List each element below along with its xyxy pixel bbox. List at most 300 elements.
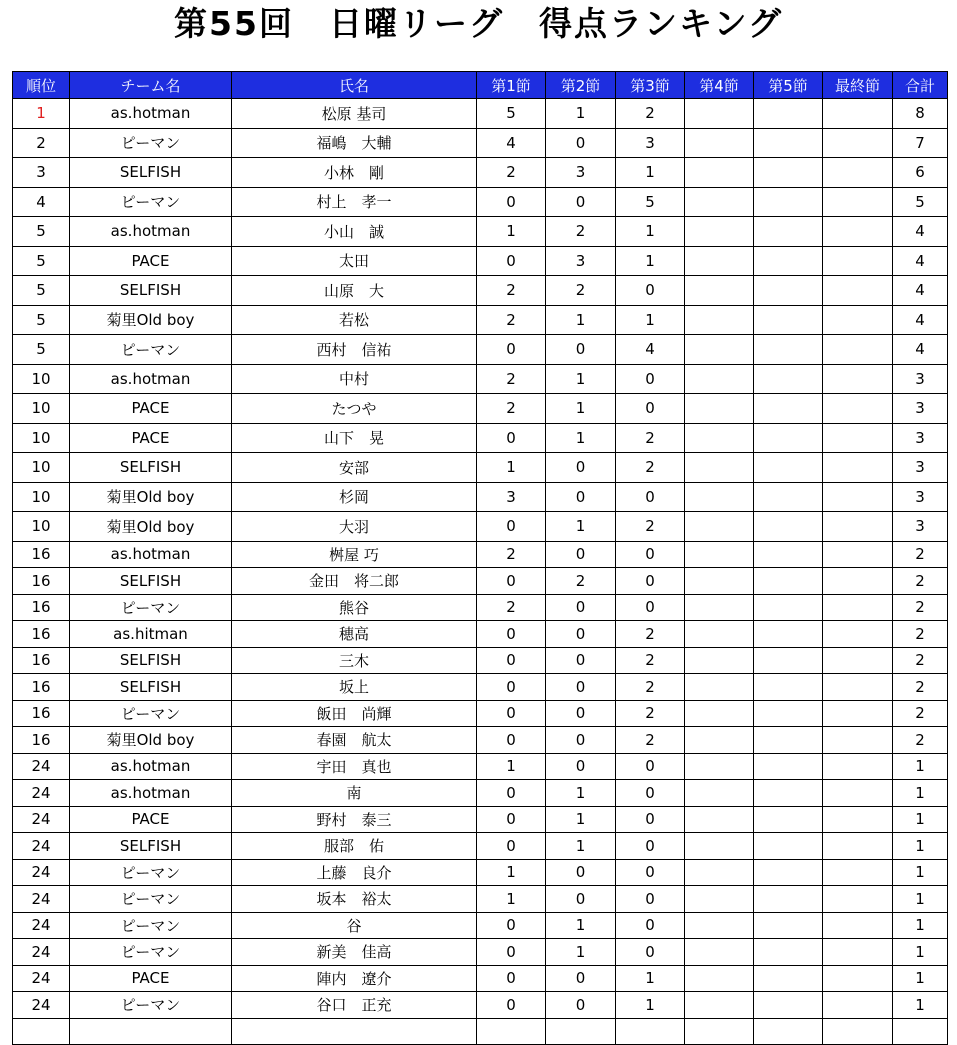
team-cell: as.hotman	[70, 364, 232, 394]
round2-cell: 1	[546, 833, 616, 860]
player-name-cell: 小山 誠	[232, 217, 477, 247]
round1-cell: 2	[477, 305, 546, 335]
round1-cell: 2	[477, 364, 546, 394]
rank-cell: 16	[13, 621, 70, 648]
team-cell: ピーマン	[70, 912, 232, 939]
round1-cell: 0	[477, 647, 546, 674]
table-row	[13, 621, 948, 648]
round3-cell: 1	[616, 305, 685, 335]
total-cell: 3	[893, 512, 948, 542]
player-name-cell: 三木	[232, 647, 477, 674]
round4-cell	[685, 364, 754, 394]
team-cell: SELFISH	[70, 647, 232, 674]
column-header-round3: 第3節	[616, 72, 685, 99]
round4-cell	[685, 992, 754, 1019]
team-cell: as.hotman	[70, 541, 232, 568]
total-cell: 4	[893, 246, 948, 276]
player-name-cell: 安部	[232, 453, 477, 483]
round4-cell	[685, 482, 754, 512]
team-cell: SELFISH	[70, 158, 232, 188]
round4-cell	[685, 621, 754, 648]
round5-cell	[754, 246, 823, 276]
total-cell: 2	[893, 621, 948, 648]
round4-cell	[685, 246, 754, 276]
round1-cell: 2	[477, 594, 546, 621]
rank-cell: 1	[13, 99, 70, 129]
team-cell: ピーマン	[70, 886, 232, 913]
round5-cell	[754, 939, 823, 966]
round2-cell: 0	[546, 753, 616, 780]
rank-cell: 2	[13, 128, 70, 158]
table-row	[13, 335, 948, 365]
round2-cell: 1	[546, 305, 616, 335]
round1-cell: 1	[477, 217, 546, 247]
round5-cell	[754, 512, 823, 542]
team-cell: PACE	[70, 806, 232, 833]
final-round-cell	[823, 780, 893, 807]
round1-cell: 1	[477, 886, 546, 913]
column-header-final-round: 最終節	[823, 72, 893, 99]
rank-cell: 4	[13, 187, 70, 217]
player-name-cell: 福嶋 大輔	[232, 128, 477, 158]
round3-cell: 0	[616, 939, 685, 966]
player-name-cell: 山下 晃	[232, 423, 477, 453]
table-row	[13, 833, 948, 860]
player-name-cell: 金田 将二郎	[232, 568, 477, 595]
final-round-cell	[823, 99, 893, 129]
round3-cell: 2	[616, 700, 685, 727]
round2-cell: 2	[546, 568, 616, 595]
round4-cell	[685, 912, 754, 939]
table-row	[13, 992, 948, 1019]
column-header-name: 氏名	[232, 72, 477, 99]
final-round-cell	[823, 394, 893, 424]
rank-cell: 5	[13, 335, 70, 365]
table-row	[13, 541, 948, 568]
round4-cell	[685, 939, 754, 966]
round2-cell: 3	[546, 158, 616, 188]
rank-cell: 24	[13, 753, 70, 780]
round5-cell	[754, 99, 823, 129]
rank-cell	[13, 1018, 70, 1045]
total-cell: 1	[893, 833, 948, 860]
player-name-cell: 大羽	[232, 512, 477, 542]
column-header-team: チーム名	[70, 72, 232, 99]
team-cell: ピーマン	[70, 992, 232, 1019]
round1-cell: 0	[477, 780, 546, 807]
round5-cell	[754, 187, 823, 217]
round3-cell: 2	[616, 674, 685, 701]
table-row	[13, 965, 948, 992]
table-row	[13, 394, 948, 424]
player-name-cell: たつや	[232, 394, 477, 424]
round3-cell: 1	[616, 158, 685, 188]
player-name-cell: 桝屋 巧	[232, 541, 477, 568]
rank-cell: 16	[13, 594, 70, 621]
total-cell: 2	[893, 727, 948, 754]
total-cell: 2	[893, 700, 948, 727]
rank-cell: 24	[13, 965, 70, 992]
round2-cell: 0	[546, 700, 616, 727]
round5-cell	[754, 217, 823, 247]
team-cell: as.hotman	[70, 217, 232, 247]
round4-cell	[685, 305, 754, 335]
final-round-cell	[823, 727, 893, 754]
final-round-cell	[823, 335, 893, 365]
team-cell: PACE	[70, 246, 232, 276]
rank-cell: 24	[13, 912, 70, 939]
round1-cell: 0	[477, 568, 546, 595]
round5-cell	[754, 992, 823, 1019]
final-round-cell	[823, 806, 893, 833]
round2-cell: 0	[546, 859, 616, 886]
player-name-cell: 新美 佳高	[232, 939, 477, 966]
rank-cell: 16	[13, 541, 70, 568]
round5-cell	[754, 859, 823, 886]
team-cell: ピーマン	[70, 187, 232, 217]
rank-cell: 5	[13, 246, 70, 276]
round5-cell	[754, 128, 823, 158]
team-cell: ピーマン	[70, 939, 232, 966]
round4-cell	[685, 541, 754, 568]
table-row	[13, 305, 948, 335]
round4-cell	[685, 594, 754, 621]
round3-cell: 0	[616, 859, 685, 886]
column-header-rank: 順位	[13, 72, 70, 99]
final-round-cell	[823, 568, 893, 595]
rank-cell: 10	[13, 394, 70, 424]
table-row	[13, 1018, 948, 1045]
round1-cell	[477, 1018, 546, 1045]
round5-cell	[754, 965, 823, 992]
round4-cell	[685, 158, 754, 188]
round3-cell: 2	[616, 621, 685, 648]
round3-cell: 2	[616, 512, 685, 542]
round4-cell	[685, 833, 754, 860]
player-name-cell: 宇田 真也	[232, 753, 477, 780]
round5-cell	[754, 568, 823, 595]
column-header-round1: 第1節	[477, 72, 546, 99]
table-row	[13, 453, 948, 483]
round1-cell: 0	[477, 621, 546, 648]
total-cell: 7	[893, 128, 948, 158]
table-row	[13, 886, 948, 913]
table-row	[13, 594, 948, 621]
rank-cell: 24	[13, 859, 70, 886]
round2-cell: 1	[546, 394, 616, 424]
table-row	[13, 806, 948, 833]
player-name-cell: 谷口 正充	[232, 992, 477, 1019]
rank-cell: 24	[13, 939, 70, 966]
table-row	[13, 364, 948, 394]
team-cell: SELFISH	[70, 674, 232, 701]
round3-cell: 0	[616, 806, 685, 833]
round3-cell: 0	[616, 364, 685, 394]
rank-cell: 3	[13, 158, 70, 188]
round3-cell: 1	[616, 965, 685, 992]
round5-cell	[754, 886, 823, 913]
team-cell: as.hotman	[70, 753, 232, 780]
final-round-cell	[823, 912, 893, 939]
round3-cell: 0	[616, 541, 685, 568]
round3-cell: 0	[616, 568, 685, 595]
total-cell: 6	[893, 158, 948, 188]
round4-cell	[685, 965, 754, 992]
total-cell: 1	[893, 859, 948, 886]
team-cell: ピーマン	[70, 335, 232, 365]
table-row	[13, 912, 948, 939]
round3-cell: 0	[616, 912, 685, 939]
table-row	[13, 939, 948, 966]
table-row	[13, 700, 948, 727]
table-row	[13, 482, 948, 512]
player-name-cell: 陣内 遼介	[232, 965, 477, 992]
round2-cell: 0	[546, 453, 616, 483]
round4-cell	[685, 1018, 754, 1045]
final-round-cell	[823, 992, 893, 1019]
round1-cell: 0	[477, 992, 546, 1019]
player-name-cell: 小林 剛	[232, 158, 477, 188]
round2-cell: 1	[546, 99, 616, 129]
final-round-cell	[823, 128, 893, 158]
table-row	[13, 568, 948, 595]
final-round-cell	[823, 187, 893, 217]
rank-cell: 10	[13, 512, 70, 542]
team-cell: ピーマン	[70, 700, 232, 727]
player-name-cell: 飯田 尚輝	[232, 700, 477, 727]
round4-cell	[685, 753, 754, 780]
column-header-round4: 第4節	[685, 72, 754, 99]
round1-cell: 0	[477, 806, 546, 833]
player-name-cell: 春園 航太	[232, 727, 477, 754]
round4-cell	[685, 99, 754, 129]
round1-cell: 0	[477, 423, 546, 453]
round1-cell: 1	[477, 453, 546, 483]
total-cell: 1	[893, 965, 948, 992]
round5-cell	[754, 541, 823, 568]
table-row	[13, 423, 948, 453]
final-round-cell	[823, 541, 893, 568]
player-name-cell: 杉岡	[232, 482, 477, 512]
total-cell: 2	[893, 674, 948, 701]
team-cell: SELFISH	[70, 453, 232, 483]
round4-cell	[685, 727, 754, 754]
rank-cell: 16	[13, 700, 70, 727]
round3-cell: 0	[616, 753, 685, 780]
round2-cell: 0	[546, 621, 616, 648]
round4-cell	[685, 217, 754, 247]
team-cell: 菊里Old boy	[70, 727, 232, 754]
round1-cell: 3	[477, 482, 546, 512]
total-cell	[893, 1018, 948, 1045]
round5-cell	[754, 647, 823, 674]
rank-cell: 16	[13, 727, 70, 754]
round5-cell	[754, 158, 823, 188]
round1-cell: 0	[477, 335, 546, 365]
round3-cell: 3	[616, 128, 685, 158]
column-header-round5: 第5節	[754, 72, 823, 99]
team-cell: PACE	[70, 423, 232, 453]
final-round-cell	[823, 276, 893, 306]
final-round-cell	[823, 965, 893, 992]
player-name-cell: 坂上	[232, 674, 477, 701]
round3-cell: 2	[616, 453, 685, 483]
round1-cell: 1	[477, 859, 546, 886]
team-cell: 菊里Old boy	[70, 512, 232, 542]
table-row	[13, 859, 948, 886]
team-cell: ピーマン	[70, 594, 232, 621]
round3-cell: 2	[616, 647, 685, 674]
round1-cell: 0	[477, 965, 546, 992]
round5-cell	[754, 364, 823, 394]
round2-cell	[546, 1018, 616, 1045]
rank-cell: 5	[13, 276, 70, 306]
table-row	[13, 246, 948, 276]
round2-cell: 0	[546, 335, 616, 365]
round1-cell: 5	[477, 99, 546, 129]
total-cell: 2	[893, 541, 948, 568]
total-cell: 1	[893, 939, 948, 966]
table-row	[13, 753, 948, 780]
player-name-cell: 野村 泰三	[232, 806, 477, 833]
round3-cell	[616, 1018, 685, 1045]
team-cell	[70, 1018, 232, 1045]
round5-cell	[754, 833, 823, 860]
rank-cell: 10	[13, 423, 70, 453]
player-name-cell: 中村	[232, 364, 477, 394]
table-row	[13, 780, 948, 807]
round1-cell: 0	[477, 939, 546, 966]
round4-cell	[685, 335, 754, 365]
player-name-cell: 西村 信祐	[232, 335, 477, 365]
rank-cell: 5	[13, 305, 70, 335]
final-round-cell	[823, 700, 893, 727]
round4-cell	[685, 886, 754, 913]
team-cell: PACE	[70, 965, 232, 992]
player-name-cell: 熊谷	[232, 594, 477, 621]
round4-cell	[685, 423, 754, 453]
round4-cell	[685, 453, 754, 483]
rank-cell: 16	[13, 674, 70, 701]
table-row	[13, 99, 948, 129]
player-name-cell: 村上 孝一	[232, 187, 477, 217]
team-cell: as.hitman	[70, 621, 232, 648]
round2-cell: 1	[546, 780, 616, 807]
round2-cell: 0	[546, 594, 616, 621]
final-round-cell	[823, 423, 893, 453]
round4-cell	[685, 700, 754, 727]
player-name-cell: 穂高	[232, 621, 477, 648]
total-cell: 2	[893, 568, 948, 595]
round2-cell: 0	[546, 727, 616, 754]
round2-cell: 0	[546, 541, 616, 568]
table-row	[13, 674, 948, 701]
table-row	[13, 727, 948, 754]
round5-cell	[754, 727, 823, 754]
round5-cell	[754, 335, 823, 365]
round3-cell: 0	[616, 886, 685, 913]
round4-cell	[685, 806, 754, 833]
round2-cell: 0	[546, 674, 616, 701]
rank-cell: 10	[13, 482, 70, 512]
round2-cell: 1	[546, 364, 616, 394]
round1-cell: 4	[477, 128, 546, 158]
round2-cell: 0	[546, 128, 616, 158]
round5-cell	[754, 753, 823, 780]
round5-cell	[754, 1018, 823, 1045]
ranking-table	[12, 71, 948, 1045]
round5-cell	[754, 780, 823, 807]
round4-cell	[685, 276, 754, 306]
column-header-total: 合計	[893, 72, 948, 99]
final-round-cell	[823, 594, 893, 621]
round2-cell: 0	[546, 965, 616, 992]
rank-cell: 10	[13, 453, 70, 483]
rank-cell: 24	[13, 780, 70, 807]
round2-cell: 0	[546, 886, 616, 913]
round5-cell	[754, 276, 823, 306]
round4-cell	[685, 128, 754, 158]
table-row	[13, 217, 948, 247]
round3-cell: 0	[616, 780, 685, 807]
round2-cell: 0	[546, 187, 616, 217]
player-name-cell: 坂本 裕太	[232, 886, 477, 913]
round2-cell: 1	[546, 423, 616, 453]
round5-cell	[754, 700, 823, 727]
total-cell: 4	[893, 276, 948, 306]
round5-cell	[754, 453, 823, 483]
team-cell: SELFISH	[70, 568, 232, 595]
round1-cell: 2	[477, 541, 546, 568]
round3-cell: 2	[616, 423, 685, 453]
table-row	[13, 187, 948, 217]
round1-cell: 2	[477, 276, 546, 306]
round2-cell: 0	[546, 647, 616, 674]
rank-cell: 10	[13, 364, 70, 394]
team-cell: 菊里Old boy	[70, 305, 232, 335]
header-row	[13, 72, 948, 99]
round5-cell	[754, 482, 823, 512]
team-cell: ピーマン	[70, 128, 232, 158]
final-round-cell	[823, 158, 893, 188]
round3-cell: 0	[616, 833, 685, 860]
rank-cell: 24	[13, 992, 70, 1019]
final-round-cell	[823, 364, 893, 394]
round1-cell: 0	[477, 727, 546, 754]
round4-cell	[685, 512, 754, 542]
final-round-cell	[823, 512, 893, 542]
table-row	[13, 276, 948, 306]
round4-cell	[685, 568, 754, 595]
round3-cell: 0	[616, 394, 685, 424]
total-cell: 5	[893, 187, 948, 217]
total-cell: 1	[893, 780, 948, 807]
round5-cell	[754, 674, 823, 701]
round2-cell: 1	[546, 512, 616, 542]
final-round-cell	[823, 647, 893, 674]
round1-cell: 0	[477, 833, 546, 860]
round1-cell: 0	[477, 674, 546, 701]
final-round-cell	[823, 674, 893, 701]
final-round-cell	[823, 305, 893, 335]
round3-cell: 1	[616, 992, 685, 1019]
round2-cell: 0	[546, 482, 616, 512]
final-round-cell	[823, 246, 893, 276]
round3-cell: 0	[616, 276, 685, 306]
round4-cell	[685, 859, 754, 886]
rank-cell: 16	[13, 568, 70, 595]
final-round-cell	[823, 833, 893, 860]
